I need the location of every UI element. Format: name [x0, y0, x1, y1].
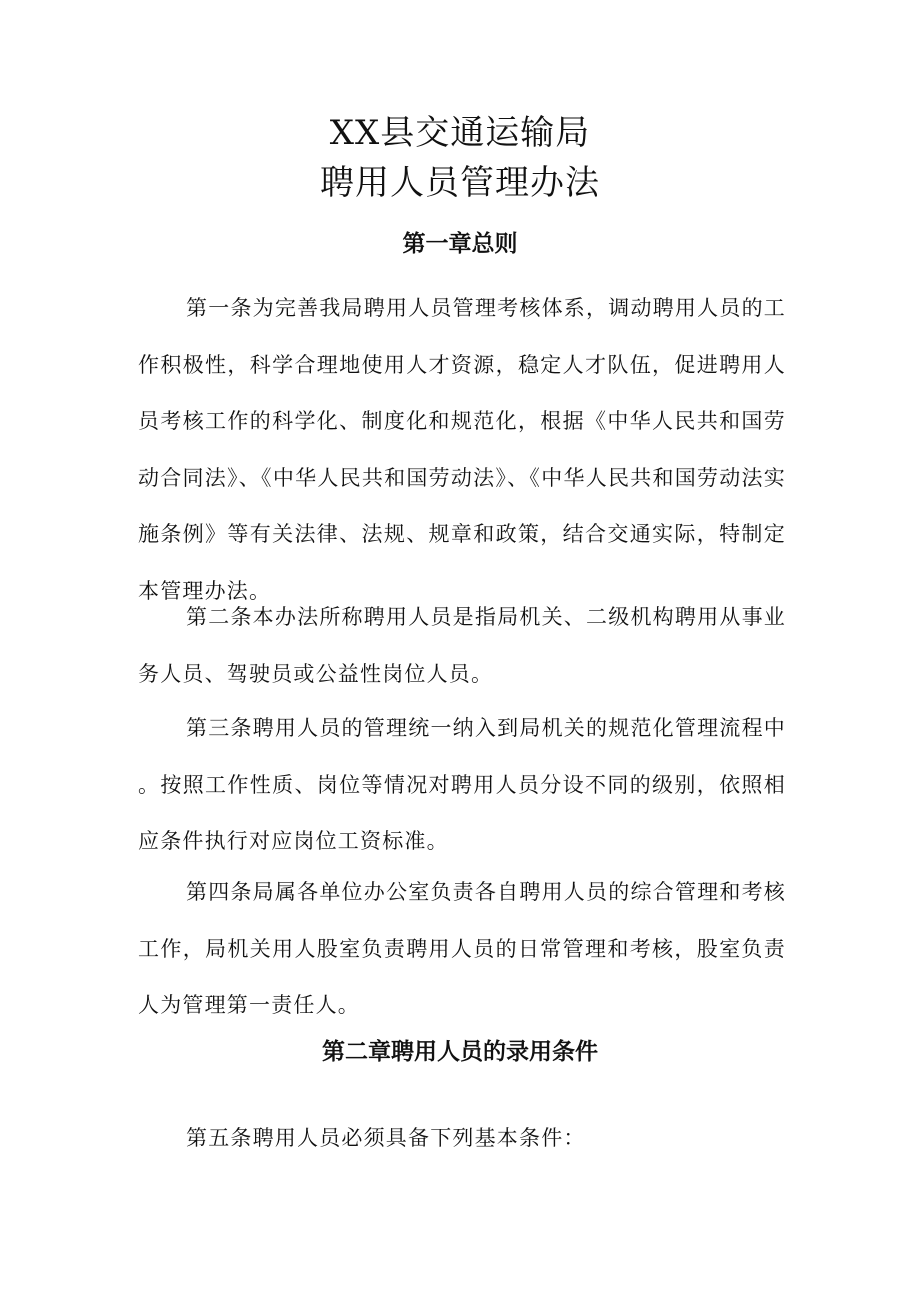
document-title-line-2: 聘用人员管理办法: [320, 163, 600, 203]
article-4-paragraph: 第四条局属各单位办公室负责各自聘用人员的综合管理和考核工作，局机关用人股室负责聘用人员的日常管理和考核，股室负责人为管理第一责任人。: [138, 880, 786, 1018]
document-title-line-1: XX县交通运输局: [329, 113, 591, 153]
article-2-paragraph: 第二条本办法所称聘用人员是指局机关、二级机构聘用从事业务人员、驾驶员或公益性岗位人员。: [138, 605, 786, 686]
article-3-paragraph: 第三条聘用人员的管理统一纳入到局机关的规范化管理流程中。按照工作性质、岗位等情况对聘用人员分设不同的级别，依照相应条件执行对应岗位工资标准。: [138, 716, 786, 854]
article-5-paragraph: 第五条聘用人员必须具备下列基本条件：: [186, 1126, 586, 1150]
chapter-heading-1: 第一章总则: [402, 231, 518, 257]
chapter-heading-2: 第二章聘用人员的录用条件: [322, 1039, 598, 1065]
article-1-paragraph: 第一条为完善我局聘用人员管理考核体系，调动聘用人员的工作积极性，科学合理地使用人才资源，稳定人才队伍，促进聘用人员考核工作的科学化、制度化和规范化，根据《中华人民共和国劳动合同法》、《中华人民共和国劳动法》、《中华人民共和国劳动法实施条例》等有关法律、法规、规章和政策，结合交通实际，特制定本管理办法。: [138, 296, 786, 603]
